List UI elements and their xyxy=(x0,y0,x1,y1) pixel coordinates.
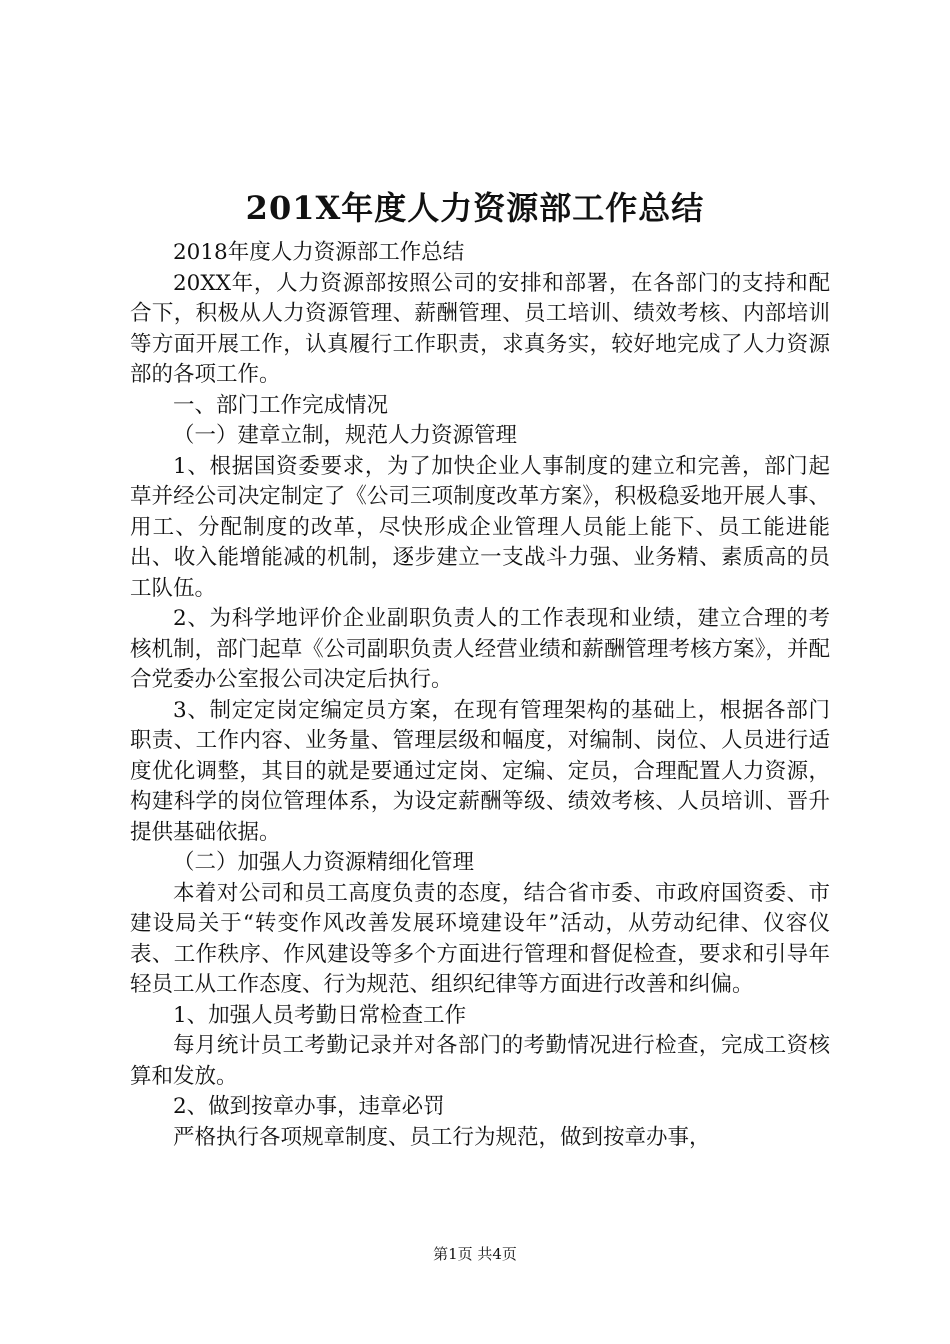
body-paragraph: 本着对公司和员工高度负责的态度，结合省市委、市政府国资委、市建设局关于“转变作风改善发展环境建设年”活动，从劳动纪律、仪容仪表、工作秩序、作风建设等多个方面进行管理和督促检查，要求和引导年轻员工从工作态度、行为规范、组织纪律等方面进行改善和纠偏。 xyxy=(130,880,830,997)
page-number-footer: 第1页 共4页 xyxy=(433,1245,517,1263)
subtitle-paragraph: 2018年度人力资源部工作总结 xyxy=(173,240,465,265)
subsection-heading: （二）加强人力资源精细化管理 xyxy=(173,850,475,875)
body-paragraph: 1、根据国资委要求，为了加快企业人事制度的建立和完善，部门起草并经公司决定制定了《公司三项制度改革方案》，积极稳妥地开展人事、用工、分配制度的改革，尽快形成企业管理人员能上能下、员工能进能出、收入能增能减的机制，逐步建立一支战斗力强、业务精、素质高的员工队伍。 xyxy=(130,453,830,601)
section-heading: 一、部门工作完成情况 xyxy=(173,392,389,418)
document-body xyxy=(130,238,830,1153)
body-paragraph: 每月统计员工考勤记录并对各部门的考勤情况进行检查，完成工资核算和发放。 xyxy=(130,1033,830,1089)
item-heading: 2、做到按章办事，违章必罚 xyxy=(173,1094,445,1119)
document-title: 201X年度人力资源部工作总结 xyxy=(245,189,705,227)
body-paragraph: 严格执行各项规章制度、员工行为规范，做到按章办事， xyxy=(173,1124,711,1150)
body-paragraph: 3、制定定岗定编定员方案，在现有管理架构的基础上，根据各部门职责、工作内容、业务量、管理层级和幅度，对编制、岗位、人员进行适度优化调整，其目的就是要通过定岗、定编、定员，合理配置人力资源，构建科学的岗位管理体系，为设定薪酬等级、绩效考核、人员培训、晋升提供基础依据。 xyxy=(130,697,830,845)
subsection-heading: （一）建章立制，规范人力资源管理 xyxy=(173,423,518,448)
item-heading: 1、加强人员考勤日常检查工作 xyxy=(173,1002,467,1028)
intro-paragraph: 20XX年，人力资源部按照公司的安排和部署，在各部门的支持和配合下，积极从人力资源管理、薪酬管理、员工培训、绩效考核、内部培训等方面开展工作，认真履行工作职责，求真务实，较好地完成了人力资源部的各项工作。 xyxy=(130,270,830,387)
body-paragraph: 2、为科学地评价企业副职负责人的工作表现和业绩，建立合理的考核机制，部门起草《公司副职负责人经营业绩和薪酬管理考核方案》，并配合党委办公室报公司决定后执行。 xyxy=(130,606,830,692)
